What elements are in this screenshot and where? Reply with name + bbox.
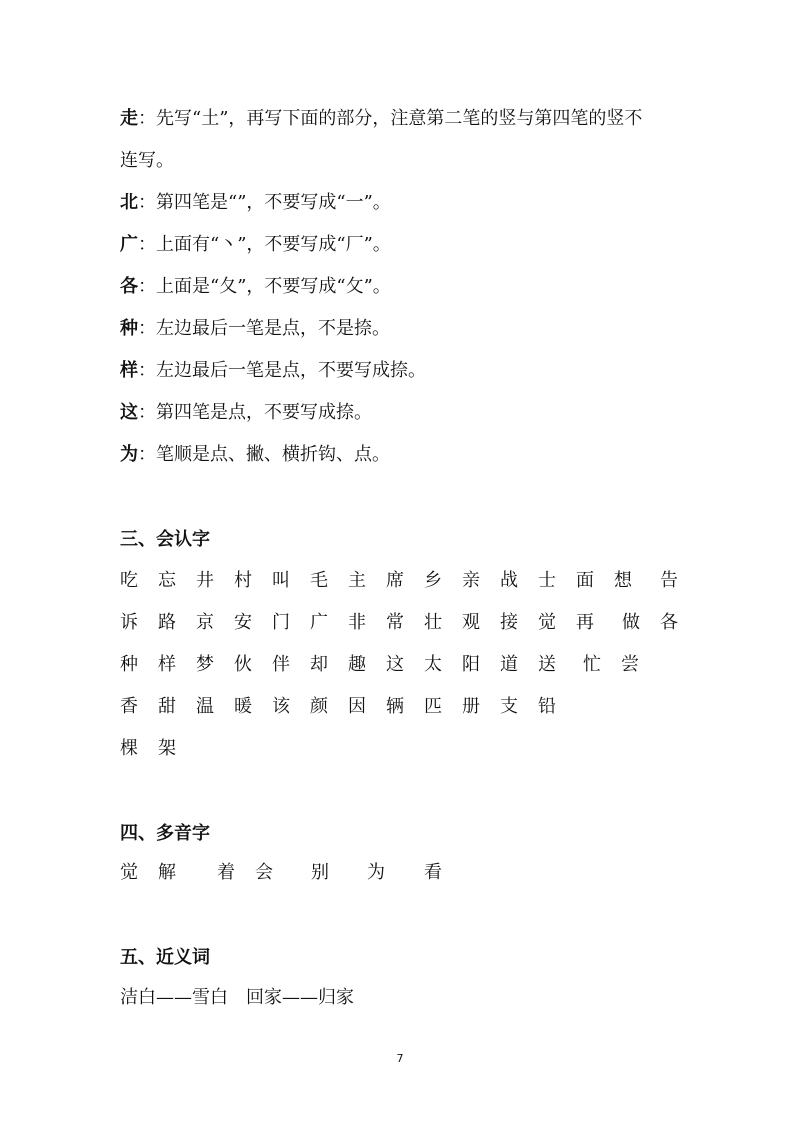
note-text: ：先写“土”，再写下面的部分，注意第二笔的竖与第四笔的竖不 [138, 108, 643, 129]
note-text: ：上面有“丶”，不要写成“厂”。 [138, 234, 391, 255]
char-item: 乡 [424, 570, 442, 591]
note-char: 各 [120, 276, 138, 297]
char-item: 道 [500, 654, 518, 675]
char-item: 觉 [120, 862, 138, 883]
char-item: 颜 [310, 696, 328, 717]
char-item: 铅 [538, 696, 556, 717]
char-item: 各 [660, 612, 678, 633]
char-item: 着 [217, 862, 235, 883]
char-item: 诉 [120, 612, 138, 633]
char-item: 井 [196, 570, 214, 591]
char-item: 送 [538, 654, 556, 675]
char-item: 尝 [621, 654, 639, 675]
note-text: 连写。 [120, 150, 174, 171]
char-item: 梦 [196, 654, 214, 675]
char-item: 太 [424, 654, 442, 675]
char-item: 京 [196, 612, 214, 633]
char-item: 伴 [272, 654, 290, 675]
char-item: 看 [424, 862, 442, 883]
char-item: 壮 [424, 612, 442, 633]
note-line-5 [120, 317, 390, 341]
char-item: 毛 [310, 570, 328, 591]
note-text: ：第四笔是“”，不要写成“一”。 [138, 192, 391, 213]
char-item: 村 [234, 570, 252, 591]
char-item: 香 [120, 696, 138, 717]
note-char: 种 [120, 318, 138, 339]
char-item: 为 [367, 862, 385, 883]
char-item: 接 [500, 612, 518, 633]
char-item: 辆 [386, 696, 404, 717]
char-item: 战 [500, 570, 518, 591]
char-item: 亲 [462, 570, 480, 591]
section-4-heading: 四、多音字 [120, 823, 210, 844]
char-item: 该 [272, 696, 290, 717]
char-item: 路 [158, 612, 176, 633]
char-item: 温 [196, 696, 214, 717]
char-item: 面 [576, 570, 594, 591]
note-line-0 [120, 107, 642, 131]
char-item: 趣 [348, 654, 366, 675]
char-item: 门 [272, 612, 290, 633]
char-item: 再 [576, 612, 594, 633]
char-item: 士 [538, 570, 556, 591]
char-item: 匹 [424, 696, 442, 717]
note-line-1 [120, 149, 174, 173]
note-char: 样 [120, 360, 138, 381]
char-item: 吃 [120, 570, 138, 591]
note-line-3 [120, 233, 391, 257]
char-item: 阳 [462, 654, 480, 675]
section-5-heading: 五、近义词 [120, 947, 210, 968]
char-item: 忘 [158, 570, 176, 591]
char-item: 忙 [583, 654, 601, 675]
note-char: 为 [120, 444, 138, 465]
char-item: 叫 [272, 570, 290, 591]
char-item: 做 [622, 612, 640, 633]
note-char: 北 [120, 192, 138, 213]
note-line-2 [120, 191, 391, 215]
char-item: 观 [462, 612, 480, 633]
char-item: 会 [255, 862, 273, 883]
char-item: 支 [500, 696, 518, 717]
char-item: 觉 [538, 612, 556, 633]
char-item: 安 [234, 612, 252, 633]
char-item: 常 [386, 612, 404, 633]
char-item: 暖 [234, 696, 252, 717]
synonym-line: 洁白——雪白 回家——归家 [120, 987, 354, 1008]
char-item: 架 [158, 738, 176, 759]
char-item: 广 [310, 612, 328, 633]
note-text: ：笔顺是点、撇、横折钩、点。 [138, 444, 390, 465]
char-item: 非 [348, 612, 366, 633]
page-number: 7 [396, 1052, 404, 1065]
note-char: 走 [120, 108, 138, 129]
char-item: 却 [310, 654, 328, 675]
char-item: 因 [348, 696, 366, 717]
char-item: 种 [120, 654, 138, 675]
note-line-6 [120, 359, 426, 383]
char-item: 解 [158, 862, 176, 883]
note-text: ：左边最后一笔是点，不要写成捺。 [138, 360, 426, 381]
char-item: 告 [660, 570, 678, 591]
note-text: ：左边最后一笔是点，不是捺。 [138, 318, 390, 339]
char-item: 这 [386, 654, 404, 675]
note-text: ：上面是“夂”，不要写成“攵”。 [138, 276, 391, 297]
note-char: 这 [120, 402, 138, 423]
char-item: 册 [462, 696, 480, 717]
char-item: 样 [158, 654, 176, 675]
char-item: 甜 [158, 696, 176, 717]
char-item: 别 [311, 862, 329, 883]
note-line-8 [120, 443, 390, 467]
note-text: ：第四笔是点，不要写成捺。 [138, 402, 372, 423]
note-line-4 [120, 275, 391, 299]
char-item: 棵 [120, 738, 138, 759]
char-item: 伙 [234, 654, 252, 675]
char-item: 想 [614, 570, 632, 591]
note-line-7 [120, 401, 372, 425]
char-item: 主 [348, 570, 366, 591]
section-3-heading: 三、会认字 [120, 529, 210, 550]
note-char: 广 [120, 234, 138, 255]
char-item: 席 [386, 570, 404, 591]
